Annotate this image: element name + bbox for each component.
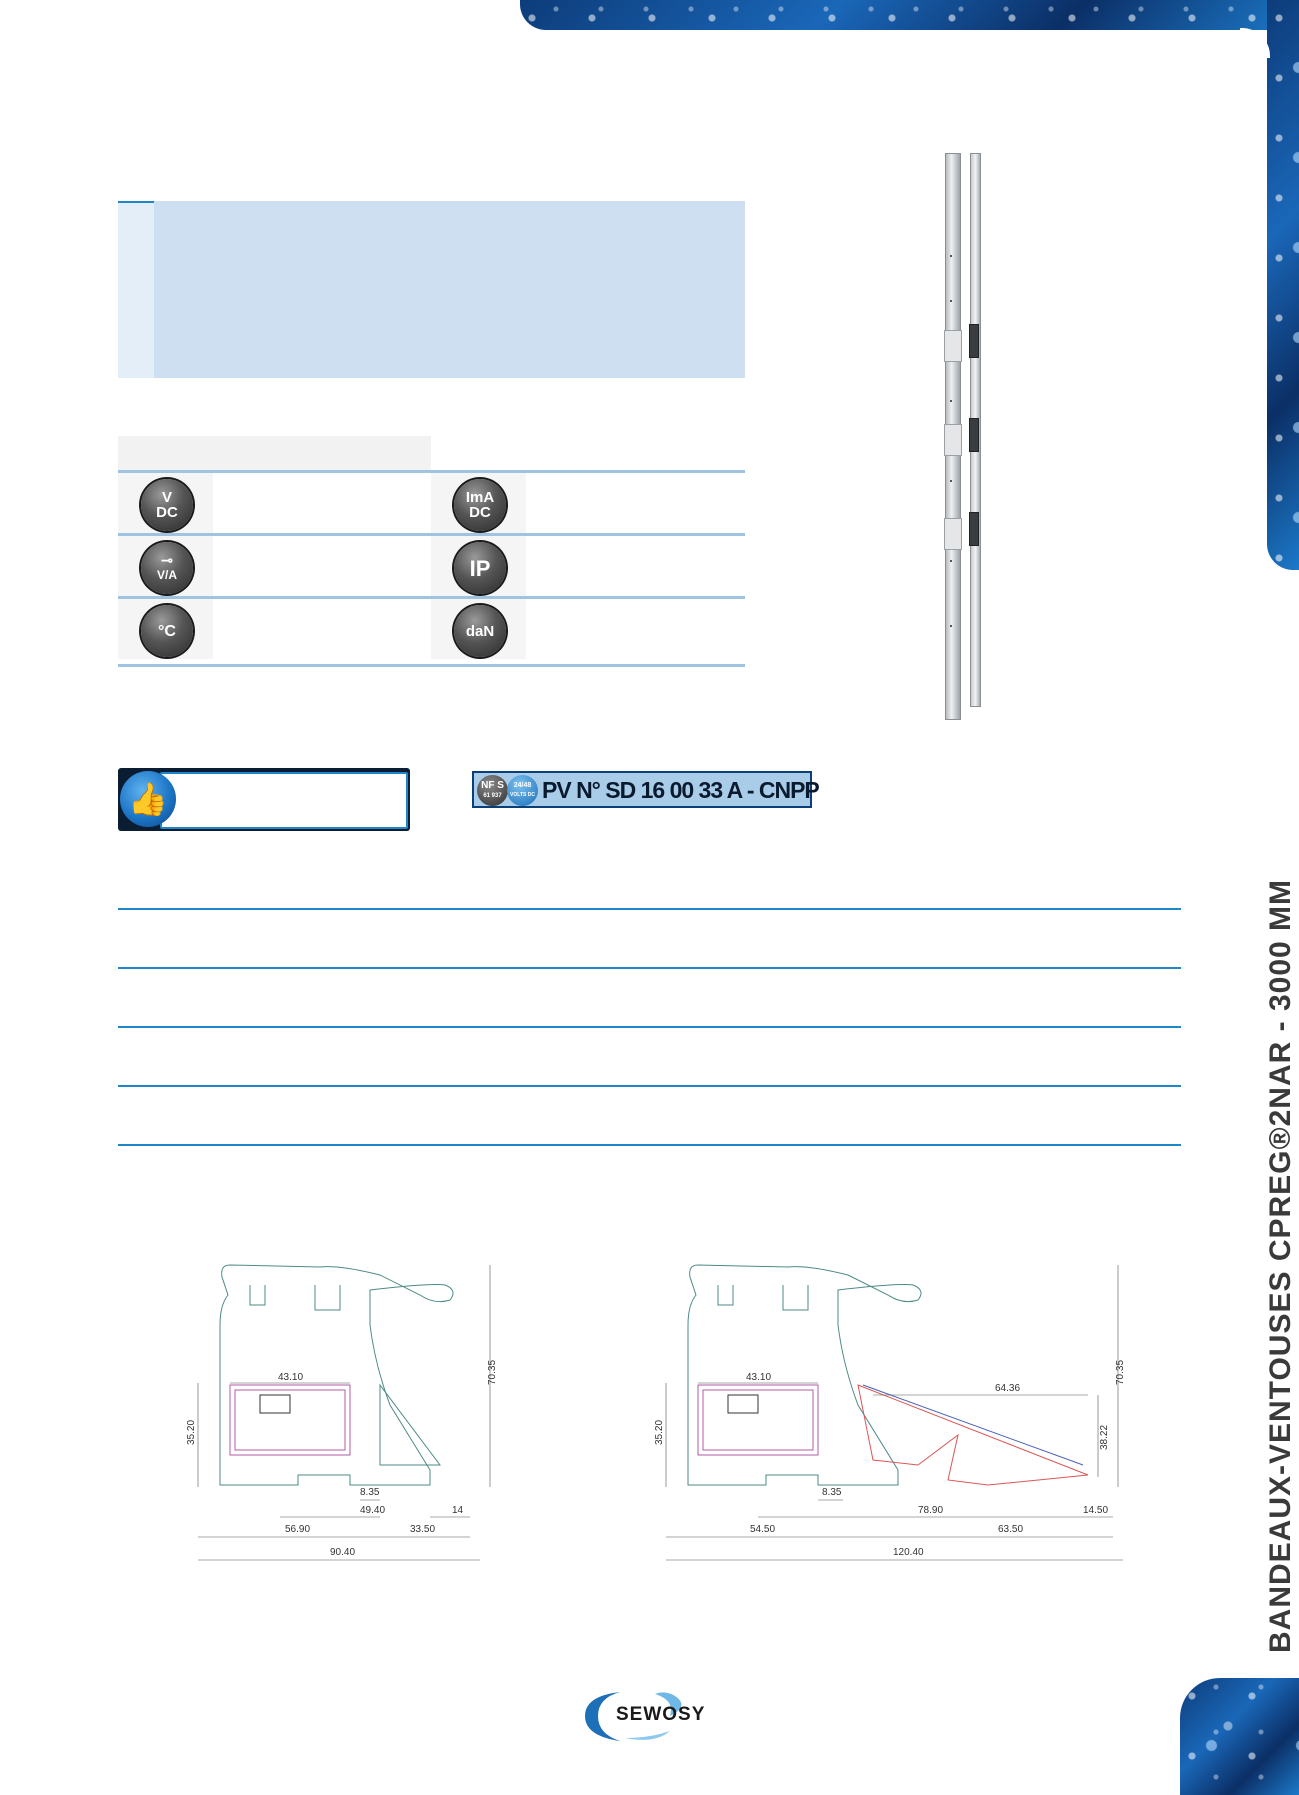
certification-text: PV N° SD 16 00 33 A - CNPP	[542, 777, 819, 803]
dim-label: 70.35	[487, 1359, 498, 1385]
dim-label: 63.50	[998, 1524, 1024, 1535]
dim-label: 56.90	[285, 1524, 311, 1535]
table-row-divider	[118, 967, 1181, 969]
page-corner	[1240, 28, 1270, 58]
header-water-band	[520, 0, 1299, 30]
table-row-divider	[118, 1085, 1181, 1087]
spec-row	[118, 533, 745, 596]
dim-label: 35.20	[186, 1419, 197, 1445]
sewosy-logo: SEWOSY	[580, 1686, 730, 1746]
drawing-left-dims	[198, 1265, 490, 1560]
table-row-divider	[118, 908, 1181, 910]
dim-label: 78.90	[918, 1505, 944, 1516]
dim-label: 120.40	[893, 1547, 924, 1558]
certification-badge	[472, 771, 819, 808]
spec-row	[118, 470, 745, 533]
temperature-icon: °C	[141, 605, 193, 657]
dim-label: 43.10	[746, 1372, 772, 1383]
contact-va-icon: ⊸ V/A	[141, 542, 193, 594]
force-dan-icon: daN	[454, 605, 506, 657]
dim-label: 70.35	[1115, 1359, 1126, 1385]
voltage-dc-badge-icon: 24/48 VOLTS DC	[507, 775, 538, 806]
spec-table	[118, 436, 745, 668]
spec-row	[118, 596, 745, 659]
ip-rating-icon: IP	[454, 542, 506, 594]
technical-drawings	[186, 1255, 1190, 1625]
dim-label: 90.40	[330, 1547, 356, 1558]
side-water-band	[1267, 0, 1299, 570]
nf-certification-icon: NF S 61 937	[477, 775, 508, 806]
dim-label: 8.35	[822, 1487, 842, 1498]
dim-label: 14	[452, 1505, 464, 1516]
dim-label: 54.50	[750, 1524, 776, 1535]
current-ma-dc-icon: ImA DC	[454, 479, 506, 531]
dim-label: 64.36	[995, 1383, 1021, 1394]
drawing-left	[220, 1265, 453, 1485]
side-title: BANDEAUX-VENTOUSES CPREG®2NAR - 3000 MM	[1264, 878, 1297, 1653]
spec-table-bottom-border	[118, 664, 745, 667]
dim-label: 49.40	[360, 1505, 386, 1516]
dim-label: 14.50	[1083, 1505, 1109, 1516]
voltage-dc-icon: V DC	[141, 479, 193, 531]
footer-water-corner	[1180, 1678, 1299, 1795]
dim-label: 43.10	[278, 1372, 304, 1383]
dim-label: 35.20	[654, 1419, 665, 1445]
description-box-stripe	[118, 201, 154, 378]
description-box	[118, 201, 745, 378]
table-row-divider	[118, 1026, 1181, 1028]
approval-box	[118, 768, 410, 831]
table-row-divider	[118, 1144, 1181, 1146]
dim-label: 8.35	[360, 1487, 380, 1498]
spec-table-header	[118, 436, 431, 470]
dim-label: 33.50	[410, 1524, 436, 1535]
thumbs-up-icon: 👍	[120, 771, 176, 827]
dim-label: 38.22	[1099, 1424, 1110, 1450]
